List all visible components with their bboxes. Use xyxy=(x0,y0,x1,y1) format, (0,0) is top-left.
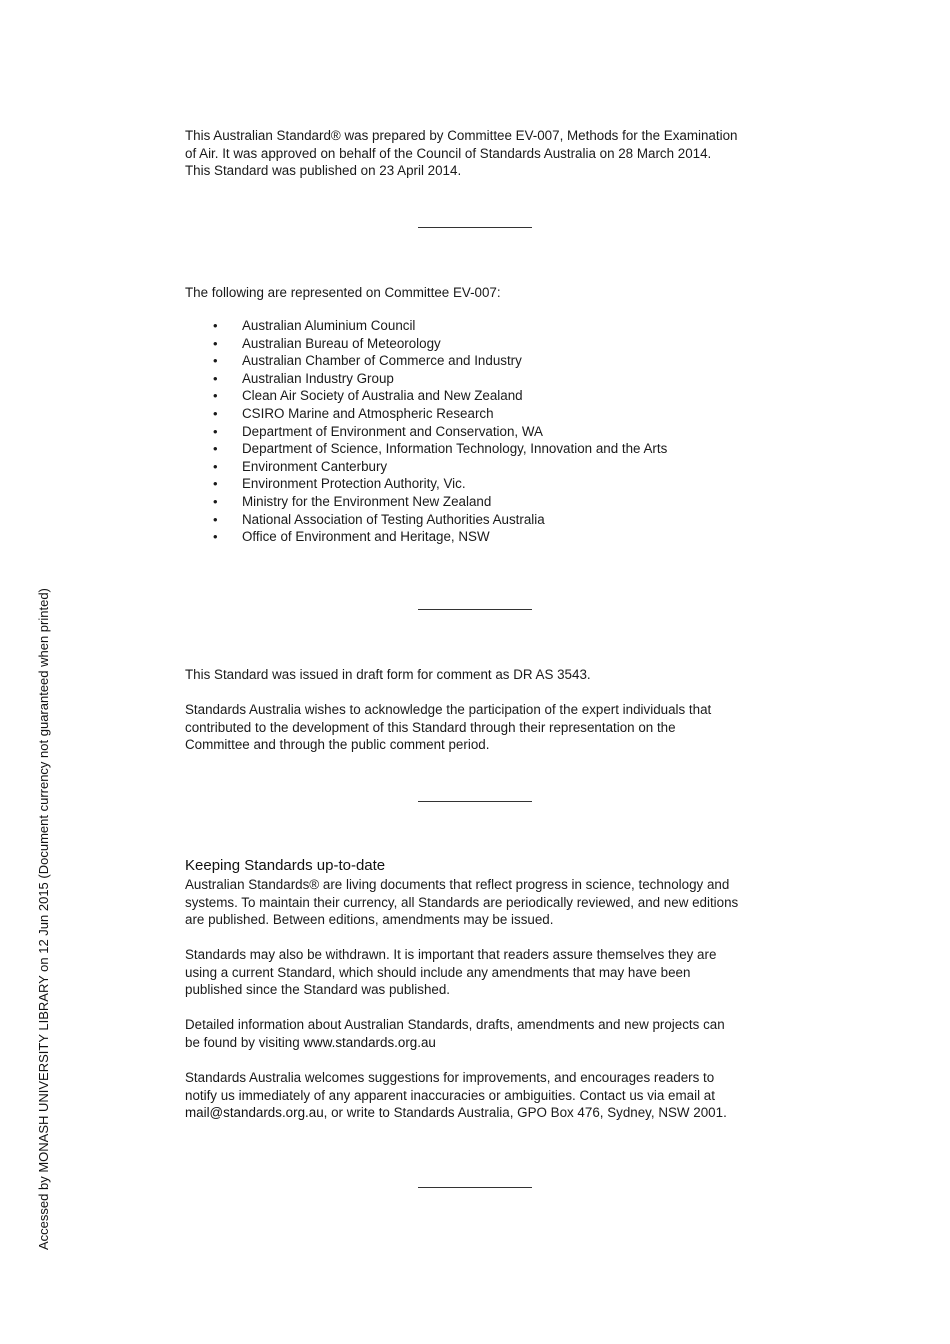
keeping-standards-heading: Keeping Standards up-to-date xyxy=(185,857,386,874)
keeping-paragraph-2 xyxy=(185,946,785,999)
paragraph-line: Standards may also be withdrawn. It is important that readers assure themselves they are xyxy=(185,947,717,962)
committee-member: • National Association of Testing Authorities Australia xyxy=(185,511,667,529)
keeping-paragraph-1 xyxy=(185,876,785,929)
keeping-paragraph-3 xyxy=(185,1016,785,1051)
draft-issued-text: This Standard was issued in draft form for comment as DR AS 3543. xyxy=(185,667,591,682)
paragraph-text: , or write to Standards Australia, GPO Box 476, Sydney, NSW 2001. xyxy=(323,1105,727,1121)
section-divider xyxy=(418,609,532,610)
intro-line: of Air. It was approved on behalf of the Council of Standards Australia on 28 March 2014. xyxy=(185,145,712,161)
committee-heading: The following are represented on Committee EV-007: xyxy=(185,285,501,300)
acknowledgement-line: Committee and through the public comment period. xyxy=(185,737,490,753)
committee-member: • Clean Air Society of Australia and New Zealand xyxy=(185,387,667,405)
committee-member-list xyxy=(185,317,667,546)
paragraph-line: published since the Standard was published. xyxy=(185,982,451,998)
paragraph-line: systems. To maintain their currency, all Standards are periodically reviewed, and new editions xyxy=(185,894,739,910)
intro-line: This Standard was published on 23 April 2014. xyxy=(185,163,462,179)
paragraph-line: Detailed information about Australian Standards, drafts, amendments and new projects can xyxy=(185,1017,725,1032)
acknowledgement-line: Standards Australia wishes to acknowledge the participation of the expert individuals that xyxy=(185,702,712,717)
committee-member: • Australian Industry Group xyxy=(185,370,667,388)
acknowledgement-paragraph xyxy=(185,701,785,754)
keeping-paragraph-4 xyxy=(185,1069,785,1122)
access-notice-vertical: Accessed by MONASH UNIVERSITY LIBRARY on 12 Jun 2015 (Document currency not guaranteed when printed) xyxy=(36,588,51,1250)
committee-member: • Environment Canterbury xyxy=(185,458,667,476)
paragraph-line: using a current Standard, which should include any amendments that may have been xyxy=(185,964,691,980)
standards-website-link[interactable]: www.standards.org.au xyxy=(303,1034,436,1050)
paragraph-text: be found by visiting xyxy=(185,1034,304,1050)
committee-member: • Ministry for the Environment New Zealand xyxy=(185,493,667,511)
section-divider xyxy=(418,227,532,228)
committee-member: • CSIRO Marine and Atmospheric Research xyxy=(185,405,667,423)
committee-member: • Australian Chamber of Commerce and Industry xyxy=(185,352,667,370)
paragraph-line: notify us immediately of any apparent inaccuracies or ambiguities. Contact us via email at xyxy=(185,1087,715,1103)
section-divider xyxy=(418,801,532,802)
committee-member: • Australian Aluminium Council xyxy=(185,317,667,335)
acknowledgement-line: contributed to the development of this Standard through their representation on the xyxy=(185,719,676,735)
committee-member: • Australian Bureau of Meteorology xyxy=(185,335,667,353)
committee-member: • Department of Science, Information Technology, Innovation and the Arts xyxy=(185,440,667,458)
paragraph-line xyxy=(185,1034,785,1052)
committee-member: • Environment Protection Authority, Vic. xyxy=(185,475,667,493)
committee-member: • Department of Environment and Conservation, WA xyxy=(185,423,667,441)
committee-member: • Office of Environment and Heritage, NSW xyxy=(185,528,667,546)
paragraph-line: Standards Australia welcomes suggestions for improvements, and encourages readers to xyxy=(185,1070,715,1085)
paragraph-line xyxy=(185,1104,785,1122)
section-divider xyxy=(418,1187,532,1188)
intro-line: This Australian Standard® was prepared by Committee EV-007, Methods for the Examination xyxy=(185,128,738,143)
paragraph-line: are published. Between editions, amendments may be issued. xyxy=(185,912,554,928)
intro-paragraph xyxy=(185,127,785,180)
contact-email-link[interactable]: mail@standards.org.au xyxy=(185,1105,324,1121)
paragraph-line: Australian Standards® are living documents that reflect progress in science, technology and xyxy=(185,877,730,892)
